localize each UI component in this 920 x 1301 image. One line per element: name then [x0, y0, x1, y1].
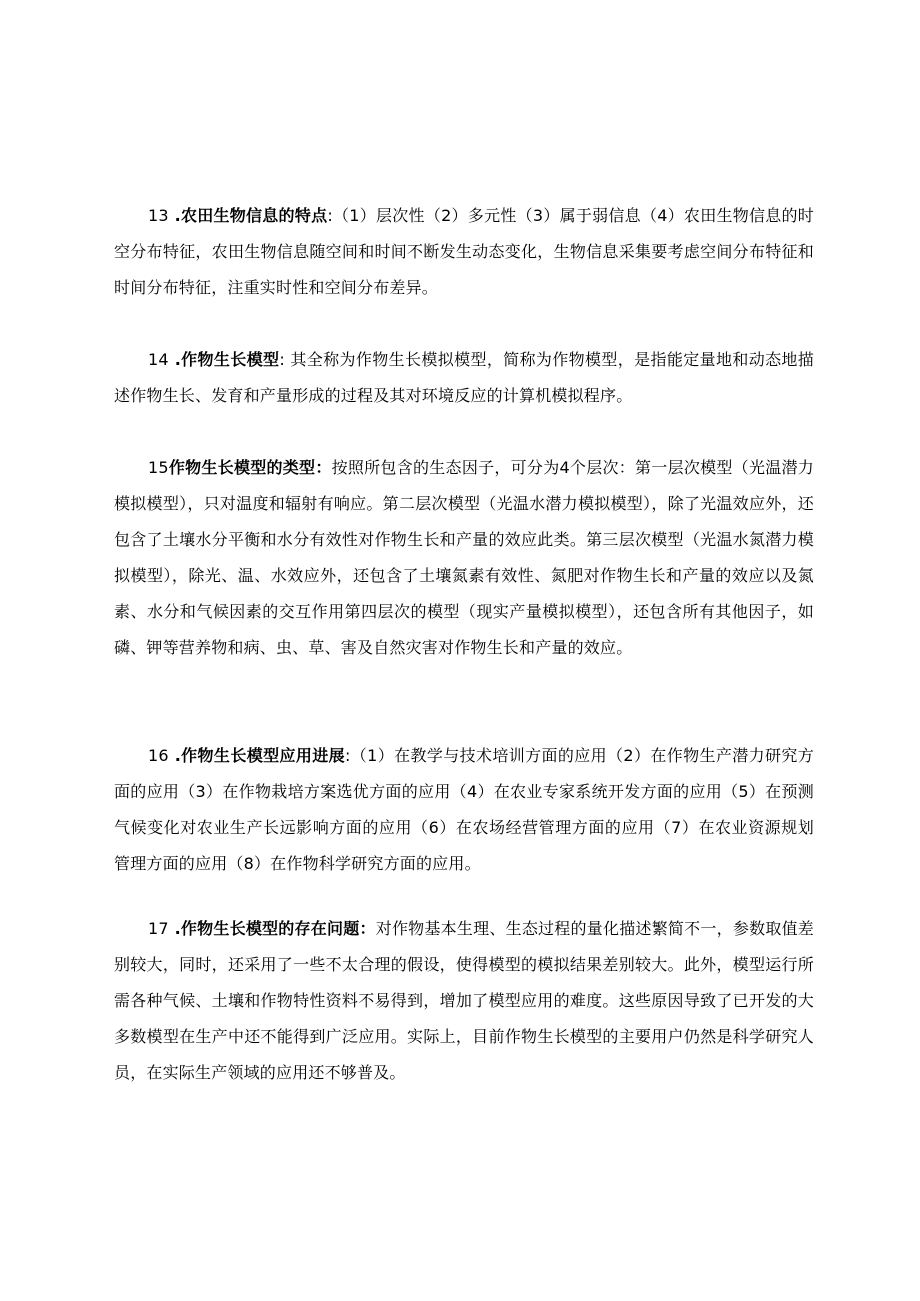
paragraph-number: 15: [148, 458, 169, 477]
paragraph-14: [114, 342, 814, 414]
paragraph-16: [114, 738, 814, 882]
paragraph-term: .作物生长模型应用进展: [168, 746, 345, 765]
paragraph-term: .作物生长模型的存在问题：: [168, 919, 376, 938]
paragraph-body: 其全称为作物生长模拟模型，简称为作物模型，是指能定量地和动态地描述作物生长、发育和产量形成的过程及其对环境反应的计算机模拟程序。: [114, 350, 815, 405]
paragraph-17: [114, 911, 814, 1091]
paragraph-term: 作物生长模型的类型：: [168, 458, 332, 477]
paragraph-separator: :: [344, 746, 351, 765]
paragraph-body: （1）层次性（2）多元性（3）属于弱信息（4）农田生物信息的时空分布特征，农田生物信息随空间和时间不断发生动态变化，生物信息采集要考虑空间分布特征和时间分布特征，注重实时性和空间分布差异。: [114, 206, 814, 297]
paragraph-15: [114, 450, 814, 666]
paragraph-body: 对作物基本生理、生态过程的量化描述繁简不一，参数取值差别较大，同时，还采用了一些不太合理的假设，使得模型的模拟结果差别较大。此外，模型运行所需各种气候、土壤和作物特性资料不易得到，增加了模型应用的难度。这些原因导致了已开发的大多数模型在生产中还不能得到广泛应用。实际上，目前作物生长模型的主要用户仍然是科学研究人员，在实际生产领域的应用还不够普及。: [114, 919, 814, 1082]
paragraph-number: 16: [148, 746, 169, 765]
paragraph-term: .农田生物信息的特点: [168, 206, 328, 225]
paragraph-separator: :: [279, 350, 285, 369]
paragraph-number: 14: [148, 350, 169, 369]
paragraph-body: 按照所包含的生态因子，可分为4个层次：第一层次模型（光温潜力模拟模型），只对温度和辐射有响应。第二层次模型（光温水潜力模拟模型），除了光温效应外，还包含了土壤水分平衡和水分有效性对作物生长和产量的效应此类。第三层次模型（光温水氮潜力模拟模型），除光、温、水效应外，还包含了土壤氮素有效性、氮肥对作物生长和产量的效应以及氮素、水分和气候因素的交互作用第四层次的模型（现实产量模拟模型），还包含所有其他因子，如磷、钾等营养物和病、虫、草、害及自然灾害对作物生长和产量的效应。: [114, 458, 814, 657]
paragraph-number: 13: [148, 206, 169, 225]
paragraph-13: [114, 198, 814, 306]
paragraph-term: .作物生长模型: [168, 350, 280, 369]
paragraph-body: （1）在教学与技术培训方面的应用（2）在作物生产潜力研究方面的应用（3）在作物栽培方案选优方面的应用（4）在农业专家系统开发方面的应用（5）在预测气候变化对农业生产长远影响方面的应用（6）在农场经营管理方面的应用（7）在农业资源规划管理方面的应用（8）在作物科学研究方面的应用。: [114, 746, 814, 873]
paragraph-separator: :: [327, 206, 333, 225]
paragraph-number: 17: [148, 919, 169, 938]
